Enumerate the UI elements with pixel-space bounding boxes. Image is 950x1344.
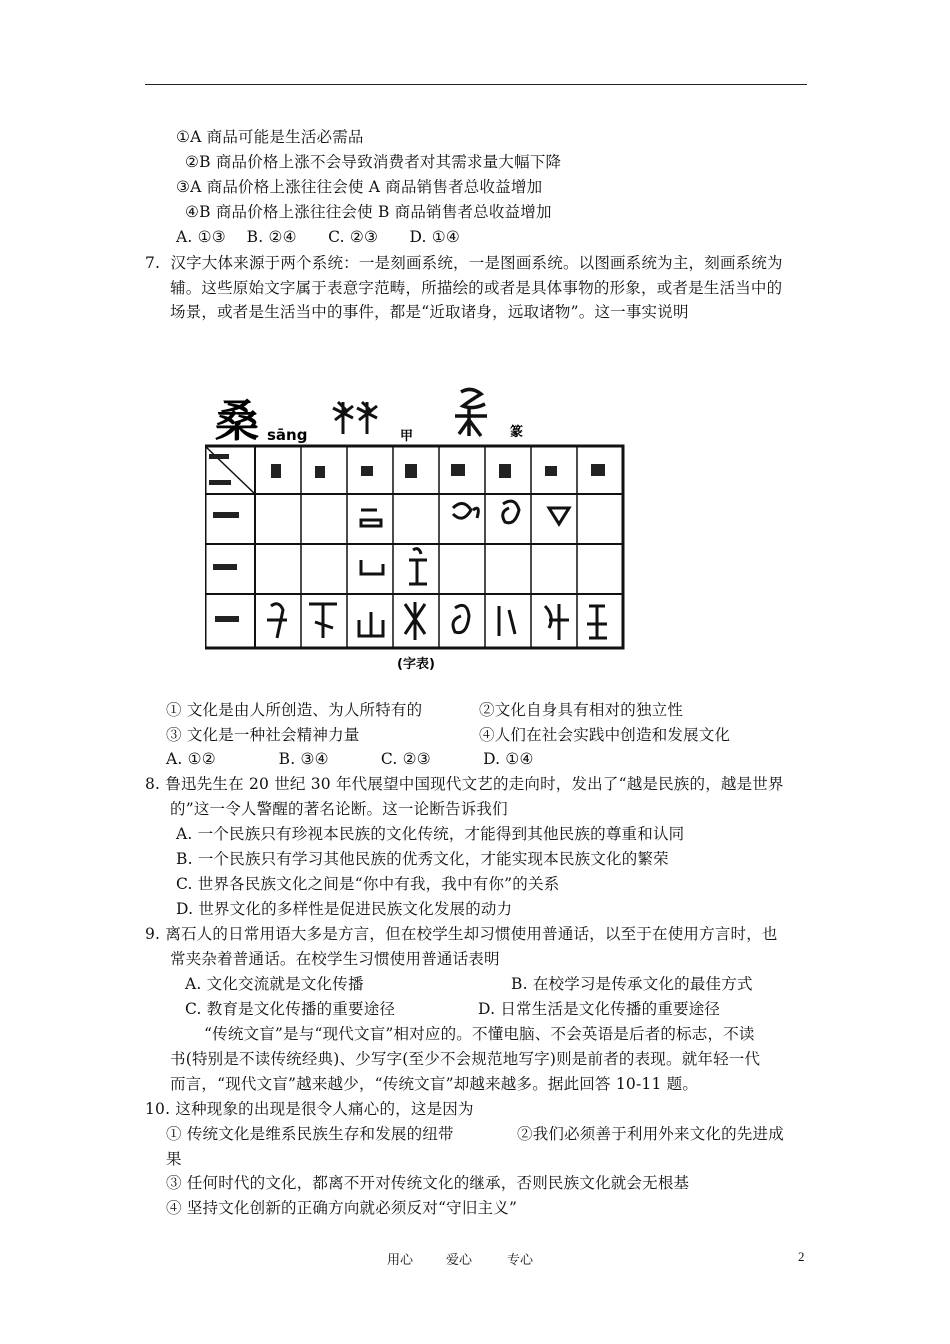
q8-option-b: B. 一个民族只有学习其他民族的优秀文化，才能实现本民族文化的繁荣 [176, 850, 669, 868]
q9-option-a: A. 文化交流就是文化传播 [185, 975, 364, 993]
q10-option-2: ②我们必须善于利用外来文化的先进成 [517, 1125, 784, 1143]
q9-option-d: D. 日常生活是文化传播的重要途径 [478, 1000, 721, 1018]
q7-stem-line-3: 场景，或者是生活当中的事件，都是“近取诸身，远取诸物”。这一事实说明 [170, 303, 689, 321]
footer-item-2: 爱心 [446, 1253, 473, 1268]
character-table-figure [205, 384, 625, 674]
passage-line-3: 而言，“现代文盲”越来越少，“传统文盲”却越来越多。据此回答 10-11 题。 [170, 1075, 699, 1093]
sang-character: 桑 [215, 396, 259, 447]
header-rule [145, 84, 807, 85]
q7-option-3: ③ 文化是一种社会精神力量 [166, 726, 360, 744]
q7-option-4: ④人们在社会实践中创造和发展文化 [479, 726, 731, 744]
q7-stem-line-2: 辅。这些原始文字属于表意字范畴，所描绘的或者是具体事物的形象，或者是生活当中的 [170, 279, 783, 297]
footer-item-3: 专心 [507, 1253, 534, 1268]
oracle-bone-glyph [333, 402, 377, 434]
q7-stem-line-1: 7. 汉字大体来源于两个系统：一是刻画系统，一是图画系统。以图画系统为主，刻画系统为 [145, 254, 783, 272]
q10-stem: 10. 这种现象的出现是很令人痛心的，这是因为 [145, 1100, 474, 1118]
jia-label: 甲 [400, 429, 414, 444]
pictograph-row-2 [361, 501, 569, 526]
row-label-marks [213, 512, 239, 622]
q8-stem-line-1: 8. 鲁迅先生在 20 世纪 30 年代展望中国现代文艺的走向时，发出了“越是民族的，越是世界 [145, 775, 784, 793]
q8-option-d: D. 世界文化的多样性是促进民族文化发展的动力 [176, 900, 513, 918]
passage-line-1: “传统文盲”是与“现代文盲”相对应的。不懂电脑、不会英语是后者的标志，不读 [204, 1025, 755, 1043]
q7-choices: A. ①② B. ③④ C. ②③ D. ①④ [166, 750, 534, 768]
q8-option-c: C. 世界各民族文化之间是“你中有我，我中有你”的关系 [176, 875, 560, 893]
q9-option-b: B. 在校学习是传承文化的最佳方式 [511, 975, 753, 993]
header-row-marks [209, 454, 605, 485]
q10-option-3: ③ 任何时代的文化，都离不开对传统文化的继承，否则民族文化就会无根基 [166, 1174, 690, 1192]
passage-line-2: 书(特别是不读传统经典)、少写字(至少不会规范地写字)则是前者的表现。就年轻一代 [170, 1050, 761, 1068]
q6-option-1: ①A 商品可能是生活必需品 [176, 128, 364, 146]
q9-option-c: C. 教育是文化传播的重要途径 [185, 1000, 396, 1018]
q9-stem-line-2: 常夹杂着普通话。在校学生习惯使用普通话表明 [170, 950, 500, 968]
pinyin-label: sāng [267, 426, 308, 444]
q6-option-3: ③A 商品价格上涨往往会使 A 商品销售者总收益增加 [176, 178, 543, 196]
q6-choices: A. ①③ B. ②④ C. ②③ D. ①④ [176, 228, 460, 246]
pictograph-row-4 [267, 602, 607, 640]
q9-stem-line-1: 9. 离石人的日常用语大多是方言，但在校学生却习惯使用普通话，以至于在使用方言时，也 [145, 925, 778, 943]
q6-option-2: ②B 商品价格上涨不会导致消费者对其需求量大幅下降 [185, 153, 562, 171]
q10-option-1: ① 传统文化是维系民族生存和发展的纽带 [166, 1125, 454, 1143]
q8-option-a: A. 一个民族只有珍视本民族的文化传统，才能得到其他民族的尊重和认同 [176, 825, 685, 843]
q7-option-2: ②文化自身具有相对的独立性 [479, 701, 684, 719]
pictograph-row-3 [361, 549, 427, 584]
q6-option-4: ④B 商品价格上涨往往会使 B 商品销售者总收益增加 [185, 203, 552, 221]
figure-caption: (字表) [397, 657, 435, 672]
q10-option-4: ④ 坚持文化创新的正确方向就必须反对“守旧主义” [166, 1199, 518, 1217]
seal-script-glyph [455, 389, 487, 436]
page-number: 2 [798, 1249, 805, 1264]
q10-option-2-continued: 果 [166, 1150, 182, 1168]
footer-item-1: 用心 [387, 1253, 414, 1268]
q7-option-1: ① 文化是由人所创造、为人所特有的 [166, 701, 423, 719]
zhuan-label: 篆 [510, 425, 524, 440]
q8-stem-line-2: 的”这一令人警醒的著名论断。这一论断告诉我们 [170, 800, 508, 818]
